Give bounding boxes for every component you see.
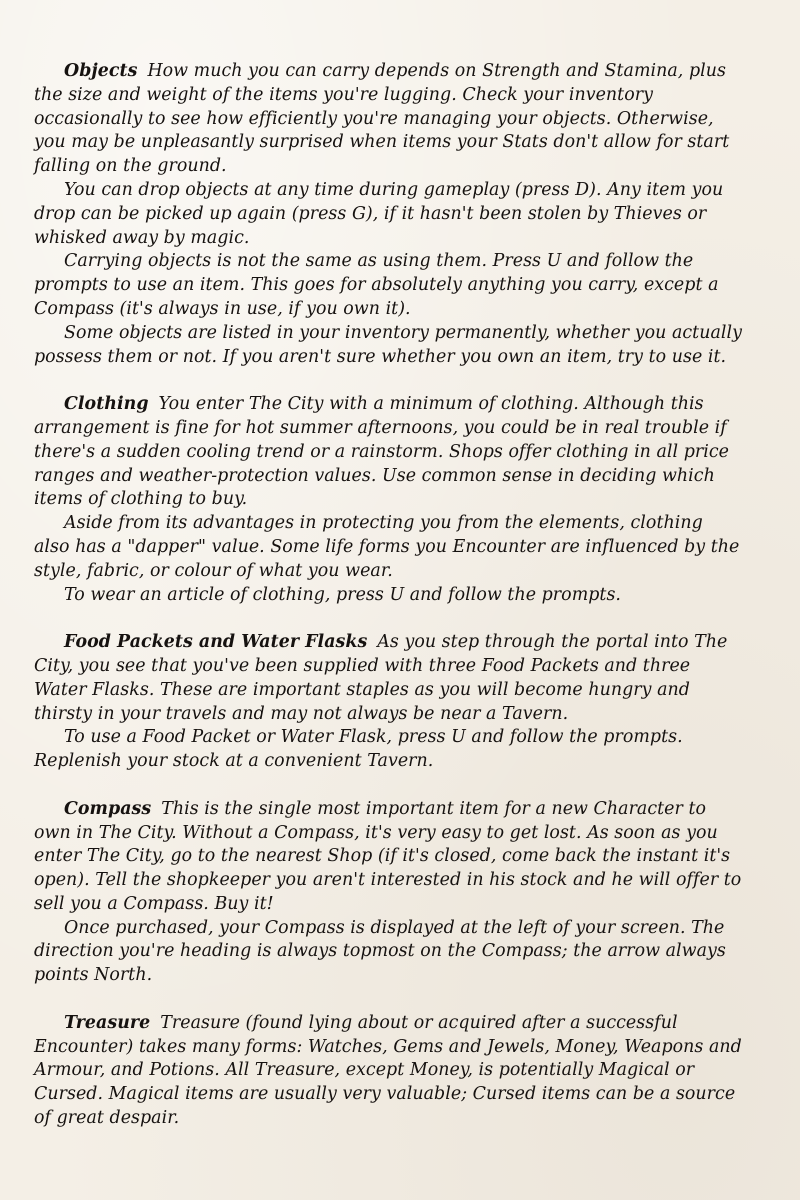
paragraph <box>34 393 742 512</box>
paragraph: Some objects are listed in your inventory permanently, whether you actually possess them or not. If you aren't sure whether you own an item, try to use it. <box>34 322 742 367</box>
section-heading: Treasure <box>64 1012 151 1033</box>
paragraph-text: This is the single most important item for a new Character to own in The City. Without a Compass, it's very easy to get lost. As soon as you enter The City, go to the nearest Shop (if it's closed, come back the instant it's open). Tell the shopkeeper you aren't interested in his stock and he will offer to sell you a Compass. Buy it! <box>34 798 742 914</box>
section-clothing <box>34 393 742 607</box>
page-body <box>34 60 742 1155</box>
paragraph <box>34 60 742 179</box>
section-heading: Food Packets and Water Flasks <box>64 632 368 653</box>
paragraph-text: Treasure (found lying about or acquired after a successful Encounter) takes many forms: Watches, Gems and Jewels, Money, Weapons and Armour, and Potions. All Treasure, except Money, is potentially Magical or Cursed. Magical items are usually very valuable; Cursed items can be a source of great despair. <box>34 1012 742 1129</box>
paragraph: Once purchased, your Compass is displayed at the left of your screen. The direction you're heading is always topmost on the Compass; the arrow always points North. <box>34 917 726 986</box>
paragraph: Aside from its advantages in protecting you from the elements, clothing also has a "dapper" value. Some life forms you Encounter are influenced by the style, fabric, or colour of what you wear. <box>34 513 740 581</box>
paragraph <box>34 798 742 917</box>
paragraph-text: How much you can carry depends on Strength and Stamina, plus the size and weight of the items you're lugging. Check your inventory occasionally to see how efficiently you're managing your objects. Otherwise, you may be unpleasantly surprised when items your Stats don't allow for start falling on the ground. <box>34 61 730 177</box>
paragraph <box>34 1012 742 1131</box>
section-heading: Compass <box>64 798 152 819</box>
section-compass <box>34 798 742 988</box>
section-food-water <box>34 631 742 774</box>
paragraph-text: As you step through the portal into The City, you see that you've been supplied with three Food Packets and three Water Flasks. These are important staples as you will become hungry and thirsty in your travels and may not always be near a Tavern. <box>34 632 728 724</box>
paragraph: You can drop objects at any time during gameplay (press D). Any item you drop can be picked up again (press G), if it hasn't been stolen by Thieves or whisked away by magic. <box>34 179 724 248</box>
section-objects <box>34 60 742 369</box>
paragraph: To wear an article of clothing, press U and follow the prompts. <box>64 584 622 605</box>
section-heading: Clothing <box>64 394 149 415</box>
paragraph <box>34 631 742 726</box>
section-treasure <box>34 1012 742 1131</box>
paragraph: Carrying objects is not the same as using them. Press U and follow the prompts to use an item. This goes for absolutely anything you carry, except a Compass (it's always in use, if you own it). <box>34 251 719 319</box>
paragraph-text: You enter The City with a minimum of clothing. Although this arrangement is fine for hot summer afternoons, you could be in real trouble if there's a sudden cooling trend or a rainstorm. Shops offer clothing in all price ranges and weather-protection values. Use common sense in deciding which items of clothing to buy. <box>34 394 730 510</box>
paragraph: To use a Food Packet or Water Flask, press U and follow the prompts. Replenish your stock at a convenient Tavern. <box>34 727 683 772</box>
section-heading: Objects <box>64 61 138 81</box>
